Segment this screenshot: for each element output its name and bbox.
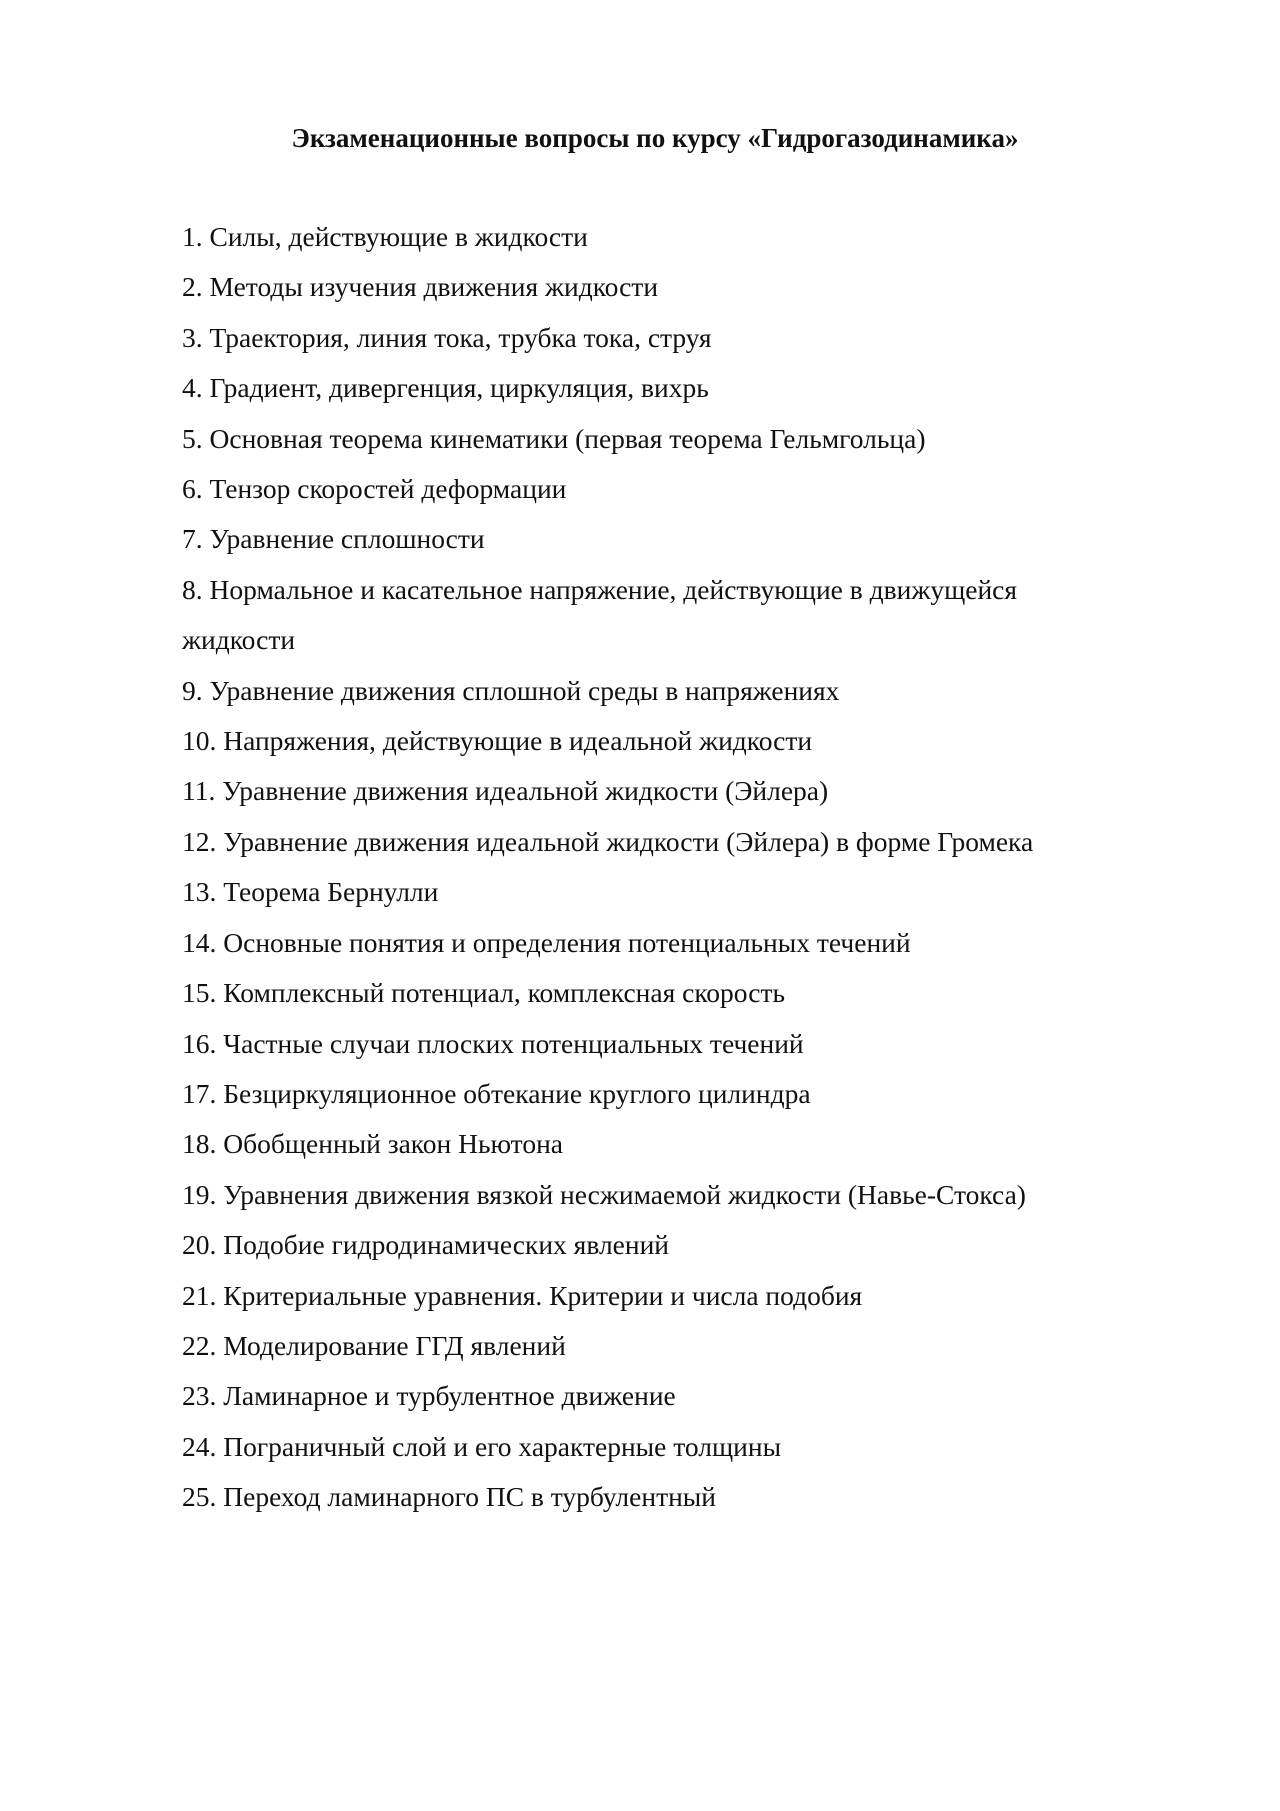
question-item-17: 17. Безциркуляционное обтекание круглого цилиндра (182, 1077, 811, 1109)
question-item-4: 4. Градиент, дивергенция, циркуляция, вихрь (182, 372, 709, 404)
question-item-13: 13. Теорема Бернулли (182, 876, 439, 908)
question-item-9: 9. Уравнение движения сплошной среды в напряжениях (182, 674, 840, 706)
question-item-24: 24. Пограничный слой и его характерные толщины (182, 1430, 782, 1462)
document-title: Экзаменационные вопросы по курсу «Гидрогазодинамика» (291, 123, 1019, 153)
question-item-14: 14. Основные понятия и определения потенциальных течений (182, 926, 911, 958)
question-item-6: 6. Тензор скоростей деформации (182, 473, 567, 505)
question-item-3: 3. Траектория, линия тока, трубка тока, струя (182, 321, 712, 353)
question-item-15: 15. Комплексный потенциал, комплексная скорость (182, 977, 785, 1009)
question-item-11: 11. Уравнение движения идеальной жидкости (Эйлера) (182, 775, 829, 807)
question-item-19: 19. Уравнения движения вязкой несжимаемой жидкости (Навье-Стокса) (182, 1178, 1026, 1210)
question-item-23: 23. Ламинарное и турбулентное движение (182, 1380, 676, 1412)
question-item-22: 22. Моделирование ГГД явлений (182, 1329, 566, 1361)
question-item-10: 10. Напряжения, действующие в идеальной жидкости (182, 725, 813, 757)
question-item-7: 7. Уравнение сплошности (182, 523, 485, 555)
question-list (182, 212, 1132, 1523)
question-item-21: 21. Критериальные уравнения. Критерии и числа подобия (182, 1279, 863, 1311)
question-item-1: 1. Силы, действующие в жидкости (182, 221, 588, 252)
question-item-12: 12. Уравнение движения идеальной жидкости (Эйлера) в форме Громека (182, 825, 1034, 857)
question-item-25: 25. Переход ламинарного ПС в турбулентный (182, 1481, 716, 1513)
question-item-2: 2. Методы изучения движения жидкости (182, 271, 659, 303)
question-item-18: 18. Обобщенный закон Ньютона (182, 1128, 564, 1160)
question-item-20: 20. Подобие гидродинамических явлений (182, 1229, 670, 1261)
question-item-8: 8. Нормальное и касательное напряжение, действующие в движущейся жидкости (182, 573, 1018, 656)
question-item-16: 16. Частные случаи плоских потенциальных течений (182, 1027, 804, 1059)
question-item-5: 5. Основная теорема кинематики (первая теорема Гельмгольца) (182, 422, 926, 454)
